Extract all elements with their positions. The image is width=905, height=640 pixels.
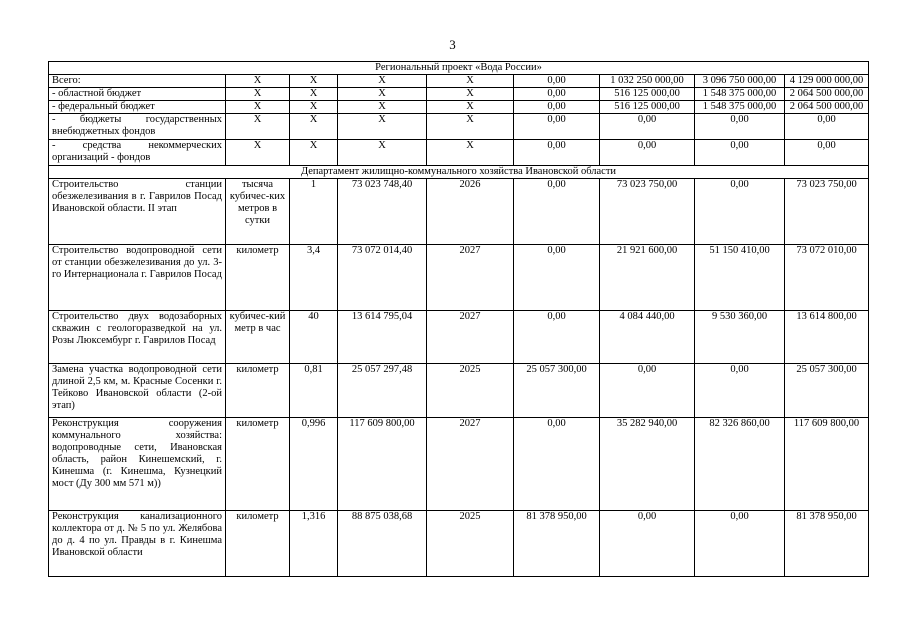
table-row: [49, 179, 869, 245]
cell: Х: [226, 114, 290, 140]
unit: километр: [226, 418, 290, 511]
project-name: Реконструкция сооружения коммунального хозяйства: водопроводные сети, Ивановская область, район Кинешемский, г. Кинешма (г. Кинешма, Кузнецкий мост (Ду 300 мм 571 м)): [49, 418, 226, 511]
cell: Х: [226, 101, 290, 114]
cell: 25 057 300,00: [514, 364, 600, 418]
cost: 25 057 297,48: [338, 364, 427, 418]
year: 2027: [427, 245, 514, 311]
year: 2025: [427, 511, 514, 577]
cell: 0,00: [514, 418, 600, 511]
cell: Х: [226, 75, 290, 88]
cell: 1 548 375 000,00: [695, 101, 785, 114]
cell: 82 326 860,00: [695, 418, 785, 511]
cell: Х: [427, 101, 514, 114]
cell: 0,00: [514, 140, 600, 166]
cost: 117 609 800,00: [338, 418, 427, 511]
cost: 88 875 038,68: [338, 511, 427, 577]
year: 2027: [427, 418, 514, 511]
row-label: - бюджеты государственных внебюджетных фондов: [49, 114, 226, 140]
quantity: 3,4: [290, 245, 338, 311]
cell: 21 921 600,00: [600, 245, 695, 311]
cell: Х: [290, 140, 338, 166]
cell: 516 125 000,00: [600, 88, 695, 101]
year: 2027: [427, 311, 514, 364]
table-row: [49, 418, 869, 511]
cell: Х: [427, 114, 514, 140]
unit: кубичес-кий метр в час: [226, 311, 290, 364]
cost: 73 023 748,40: [338, 179, 427, 245]
cell: 0,00: [600, 114, 695, 140]
cell: 0,00: [695, 114, 785, 140]
cell: 2 064 500 000,00: [785, 88, 869, 101]
table-row: [49, 364, 869, 418]
cost: 73 072 014,40: [338, 245, 427, 311]
cell: Х: [290, 75, 338, 88]
cell: 0,00: [695, 179, 785, 245]
cell: 9 530 360,00: [695, 311, 785, 364]
cell: 0,00: [600, 364, 695, 418]
table-row: [49, 511, 869, 577]
cell: 0,00: [695, 364, 785, 418]
unit: километр: [226, 511, 290, 577]
cell: Х: [427, 88, 514, 101]
cell: Х: [338, 88, 427, 101]
cell: 0,00: [514, 179, 600, 245]
cell: 25 057 300,00: [785, 364, 869, 418]
cell: 0,00: [514, 101, 600, 114]
table-row: [49, 88, 869, 101]
year: 2025: [427, 364, 514, 418]
project-name: Строительство станции обезжелезивания в г. Гаврилов Посад Ивановской области. II этап: [49, 179, 226, 245]
cell: 0,00: [785, 114, 869, 140]
quantity: 0,996: [290, 418, 338, 511]
cell: 73 023 750,00: [785, 179, 869, 245]
project-name: Замена участка водопроводной сети длиной 2,5 км, м. Красные Сосенки г. Тейково Ивановской области (2-ой этап): [49, 364, 226, 418]
cell: Х: [427, 75, 514, 88]
row-label: Всего:: [49, 75, 226, 88]
cell: 73 023 750,00: [600, 179, 695, 245]
cell: 81 378 950,00: [514, 511, 600, 577]
cell: Х: [290, 88, 338, 101]
cell: 0,00: [695, 140, 785, 166]
cell: 4 129 000 000,00: [785, 75, 869, 88]
cell: 0,00: [600, 511, 695, 577]
cell: 0,00: [695, 511, 785, 577]
unit: километр: [226, 364, 290, 418]
budget-table: [48, 61, 869, 577]
table-row: [49, 245, 869, 311]
cell: 0,00: [514, 75, 600, 88]
cell: 35 282 940,00: [600, 418, 695, 511]
project-name: Реконструкция канализационного коллектора от д. № 5 по ул. Желябова до д. 4 по ул. Правды в г. Кинешма Ивановской области: [49, 511, 226, 577]
section-header: Региональный проект «Вода России»: [49, 62, 869, 75]
quantity: 1,316: [290, 511, 338, 577]
row-label: - федеральный бюджет: [49, 101, 226, 114]
cell: 1 032 250 000,00: [600, 75, 695, 88]
quantity: 40: [290, 311, 338, 364]
cell: 51 150 410,00: [695, 245, 785, 311]
quantity: 1: [290, 179, 338, 245]
table-row: [49, 114, 869, 140]
cell: 0,00: [514, 88, 600, 101]
year: 2026: [427, 179, 514, 245]
cell: 0,00: [514, 245, 600, 311]
cell: 13 614 800,00: [785, 311, 869, 364]
department-header: Департамент жилищно-коммунального хозяйства Ивановской области: [49, 166, 869, 179]
cell: 516 125 000,00: [600, 101, 695, 114]
row-label: - областной бюджет: [49, 88, 226, 101]
cell: Х: [338, 114, 427, 140]
cell: Х: [338, 75, 427, 88]
table-row: [49, 311, 869, 364]
cell: 117 609 800,00: [785, 418, 869, 511]
cell: 81 378 950,00: [785, 511, 869, 577]
cost: 13 614 795,04: [338, 311, 427, 364]
cell: 0,00: [785, 140, 869, 166]
cell: 4 084 440,00: [600, 311, 695, 364]
cell: 0,00: [600, 140, 695, 166]
cell: Х: [290, 101, 338, 114]
cell: Х: [226, 140, 290, 166]
project-name: Строительство водопроводной сети от станции обезжелезивания до ул. 3-го Интернационала г. Гаврилов Посад: [49, 245, 226, 311]
table-row: [49, 140, 869, 166]
cell: 2 064 500 000,00: [785, 101, 869, 114]
cell: 0,00: [514, 311, 600, 364]
cell: Х: [338, 140, 427, 166]
cell: Х: [427, 140, 514, 166]
table-row: [49, 101, 869, 114]
cell: Х: [338, 101, 427, 114]
cell: Х: [226, 88, 290, 101]
row-label: - средства некоммерческих организаций - фондов: [49, 140, 226, 166]
cell: 73 072 010,00: [785, 245, 869, 311]
unit: километр: [226, 245, 290, 311]
unit: тысяча кубичес-ких метров в сутки: [226, 179, 290, 245]
cell: 3 096 750 000,00: [695, 75, 785, 88]
project-name: Строительство двух водозаборных скважин с геологоразведкой на ул. Розы Люксембург г. Гаврилов Посад: [49, 311, 226, 364]
page-number: 3: [449, 37, 456, 52]
quantity: 0,81: [290, 364, 338, 418]
cell: 0,00: [514, 114, 600, 140]
cell: 1 548 375 000,00: [695, 88, 785, 101]
cell: Х: [290, 114, 338, 140]
table-row: [49, 75, 869, 88]
